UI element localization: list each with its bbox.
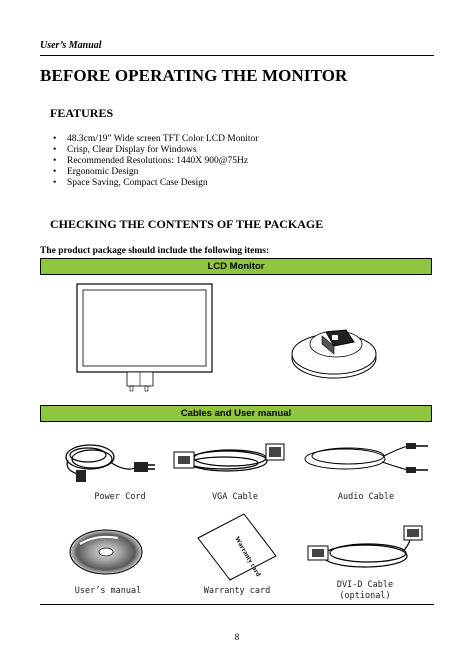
caption-warranty-card: Warranty card	[203, 586, 271, 596]
caption-audio-cable: Audio Cable	[337, 492, 395, 502]
package-intro: The product package should include the following items:	[40, 246, 270, 256]
base-stand-illustration	[286, 314, 386, 384]
feature-item: • Space Saving, Compact Case Design	[55, 178, 258, 189]
header-rule	[40, 55, 434, 56]
package-heading: CHECKING THE CONTENTS OF THE PACKAGE	[50, 217, 324, 231]
vga-cable-illustration	[172, 434, 287, 484]
footer-rule	[40, 604, 434, 605]
page-number: 8	[234, 632, 240, 642]
feature-item: • Recommended Resolutions: 1440X 900@75Hz	[55, 156, 258, 167]
features-heading: FEATURES	[50, 106, 114, 120]
caption-users-manual: User’s manual	[74, 586, 142, 596]
lcd-monitor-bar: LCD Monitor	[40, 258, 432, 275]
dvi-cable-illustration	[300, 518, 430, 578]
cd-illustration	[66, 520, 146, 580]
feature-item: • 48.3cm/19” Wide screen TFT Color LCD Monitor	[55, 134, 258, 145]
power-cord-illustration	[60, 432, 160, 487]
caption-vga-cable: VGA Cable	[211, 492, 259, 502]
running-header: User’s Manual	[40, 40, 102, 51]
warranty-card-label: Warranty card	[233, 535, 263, 578]
audio-cable-illustration	[300, 434, 430, 484]
monitor-illustration	[72, 280, 222, 400]
caption-dvi-optional: (optional)	[339, 591, 391, 601]
cables-bar: Cables and User manual	[40, 405, 432, 422]
features-list	[40, 134, 258, 189]
caption-dvi-cable: DVI-D Cable	[336, 580, 394, 590]
feature-item: • Crisp, Clear Display for Windows	[55, 145, 258, 156]
page-title: BEFORE OPERATING THE MONITOR	[40, 66, 348, 85]
caption-power-cord: Power Cord	[94, 492, 146, 502]
feature-item: • Ergonomic Design	[55, 167, 258, 178]
